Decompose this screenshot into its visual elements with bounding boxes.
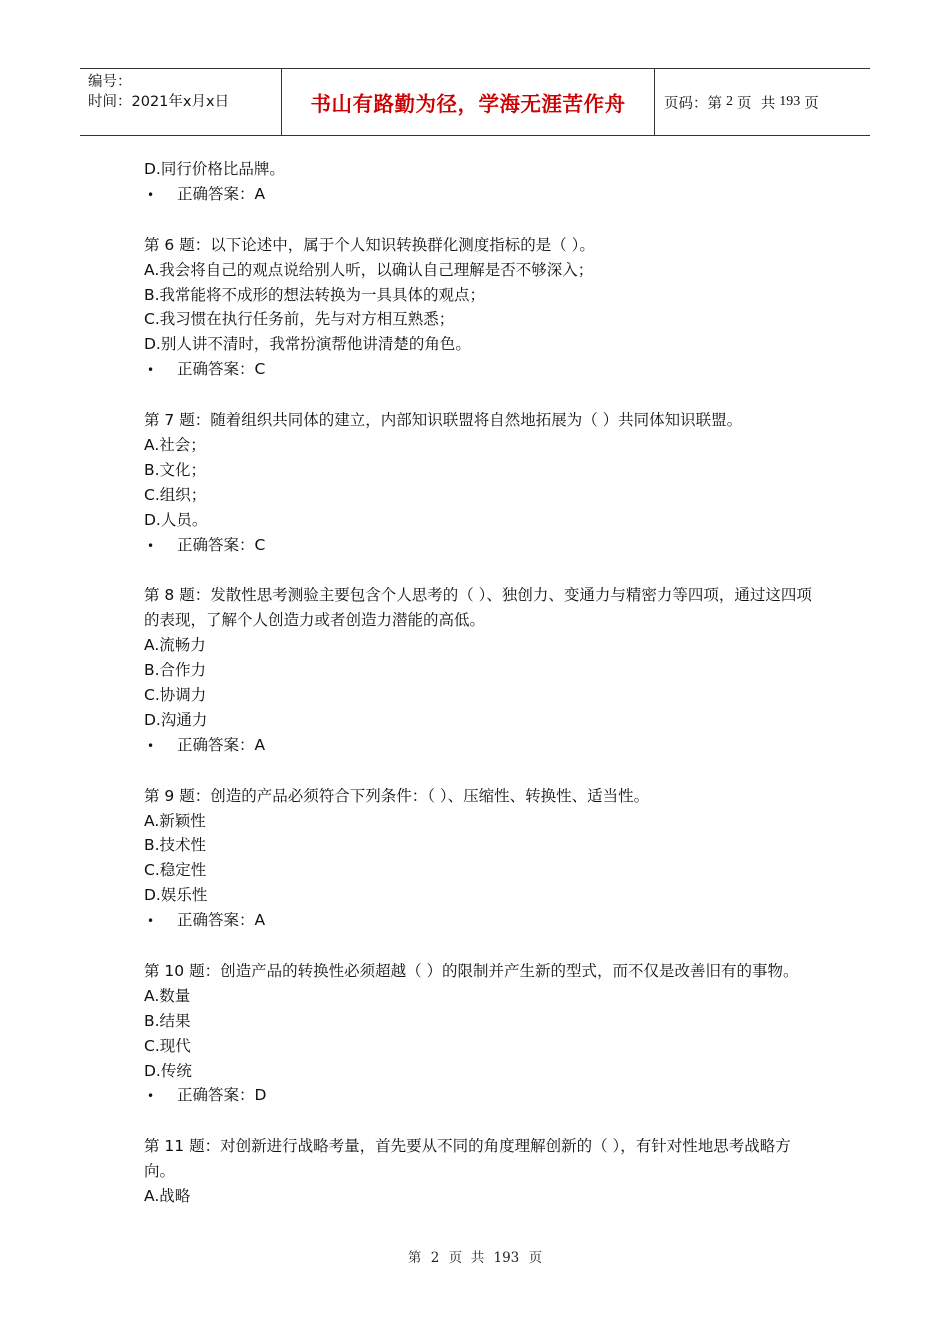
bullet-icon: • <box>147 187 155 202</box>
answer-text: 正确答案：C <box>177 535 266 554</box>
answer-line <box>144 1083 812 1109</box>
page-total: 193 <box>779 94 801 109</box>
option-text: D.沟通力 <box>144 710 208 729</box>
question-text: 第 9 题：创造的产品必须符合下列条件：（ ）、压缩性、转换性、适当性。 <box>144 786 650 805</box>
option-text: D.别人讲不清时，我常扮演帮他讲清楚的角色。 <box>144 335 471 354</box>
bullet-icon: • <box>147 1089 155 1104</box>
question-text: 第 8 题：发散性思考测验主要包含个人思考的（ ）、独创力、变通力与精密力等四项，通过这四项的表现，了解个人创造力或者创造力潜能的高低。 <box>144 586 812 630</box>
answer-line <box>144 357 812 383</box>
bullet-icon: • <box>147 363 155 378</box>
answer-text: 正确答案：D <box>177 1086 267 1105</box>
option-text: A.流畅力 <box>144 636 206 655</box>
question-block <box>144 1134 812 1209</box>
page-mid: 页 共 <box>737 95 776 112</box>
footer-suffix: 页 <box>528 1250 543 1266</box>
question-text: 第 11 题：对创新进行战略考量，首先要从不同的角度理解创新的（ ），有针对性地思考战略方向。 <box>144 1137 791 1181</box>
option-text: B.文化； <box>144 460 207 479</box>
date-label: 时间：2021年x月x日 <box>88 94 230 110</box>
footer-prefix: 第 <box>407 1250 422 1266</box>
option-text: B.合作力 <box>144 661 207 680</box>
option-text: C.组织； <box>144 485 207 504</box>
option-text: D.传统 <box>144 1061 192 1080</box>
answer-line <box>144 533 812 559</box>
page-footer <box>0 1246 950 1266</box>
header-motto-cell <box>282 69 655 135</box>
answer-text: 正确答案：A <box>177 911 266 930</box>
page-header <box>80 68 870 136</box>
option-text: C.现代 <box>144 1036 191 1055</box>
question-text: 第 7 题：随着组织共同体的建立，内部知识联盟将自然地拓展为（ ）共同体知识联盟。 <box>144 411 743 430</box>
page-suffix: 页 <box>804 95 819 112</box>
question-text: 第 6 题：以下论述中，属于个人知识转换群化测度指标的是（ ）。 <box>144 235 595 254</box>
question-block <box>144 784 812 934</box>
option-text: D.人员。 <box>144 510 208 529</box>
bullet-icon: • <box>147 914 155 929</box>
option-text: D.娱乐性 <box>144 886 208 905</box>
option-text: C.协调力 <box>144 685 207 704</box>
question-block <box>144 233 812 383</box>
option-text: D.同行价格比品牌。 <box>144 160 285 178</box>
option-text: A.数量 <box>144 986 191 1005</box>
number-label: 编号： <box>88 74 132 90</box>
answer-text: 正确答案：A <box>177 184 266 203</box>
footer-page-number: 2 <box>430 1250 440 1266</box>
bullet-icon: • <box>147 538 155 553</box>
bullet-icon: • <box>147 738 155 753</box>
option-text: A.新颖性 <box>144 811 206 830</box>
footer-page-total: 193 <box>493 1250 520 1266</box>
answer-text: 正确答案：C <box>177 360 266 379</box>
page-prefix: 页码：第 <box>664 95 722 112</box>
answer-line <box>144 182 812 208</box>
option-text: B.技术性 <box>144 836 207 855</box>
option-text: B.结果 <box>144 1011 191 1030</box>
option-text: C.我习惯在执行任务前，先与对方相互熟悉； <box>144 310 455 329</box>
option-text: A.社会； <box>144 435 206 454</box>
question-block <box>144 408 812 558</box>
header-page-info <box>655 69 870 135</box>
option-text: C.稳定性 <box>144 861 207 880</box>
option-text: B.我常能将不成形的想法转换为一具具体的观点； <box>144 285 486 304</box>
option-text: A.我会将自己的观点说给别人听，以确认自己理解是否不够深入； <box>144 260 594 279</box>
footer-mid: 页 共 <box>448 1250 485 1266</box>
answer-text: 正确答案：A <box>177 735 266 754</box>
answer-line <box>144 733 812 759</box>
question-text: 第 10 题：创造产品的转换性必须超越（ ）的限制并产生新的型式，而不仅是改善旧有的事物。 <box>144 961 799 980</box>
option-text: A.战略 <box>144 1187 191 1206</box>
document-body <box>144 157 812 1209</box>
question-block <box>144 959 812 1109</box>
header-meta <box>80 69 282 135</box>
header-motto: 书山有路勤为径，学海无涯苦作舟 <box>310 92 626 116</box>
answer-line <box>144 908 812 934</box>
question-block <box>144 583 812 758</box>
page-number: 2 <box>726 94 733 109</box>
